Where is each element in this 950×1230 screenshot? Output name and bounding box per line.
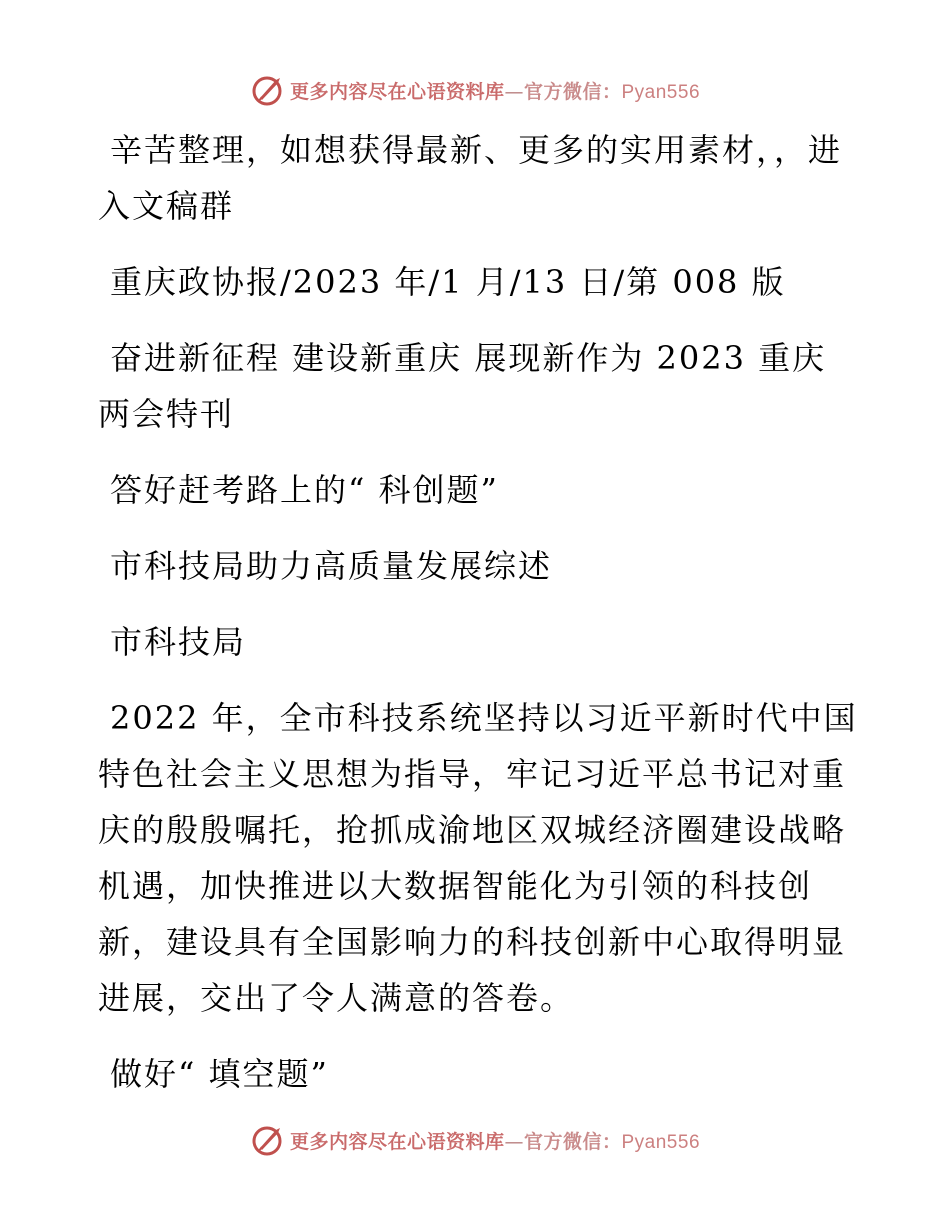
article-subtitle: 市科技局助力高质量发展综述 — [110, 547, 553, 585]
document-body — [98, 122, 858, 1122]
quill-logo-icon — [250, 1122, 286, 1158]
banner-site-text: 更多内容尽在心语资料库 — [289, 80, 505, 103]
banner-wechat-label: 官方微信： — [523, 1130, 622, 1153]
special-issue-title: 奋进新征程 建设新重庆 展现新作为 2023 重庆两会特刊 — [98, 339, 827, 433]
body-paragraph: 2022 年，全市科技系统坚持以习近平新时代中国特色社会主义思想为指导，牢记习近平总书记对重庆的殷殷嘱托，抢抓成渝地区双城经济圈建设战略机遇，加快推进以大数据智能化为引领的科技创新，建设具有全国影响力的科技创新中心取得明显进展，交出了令人满意的答卷。 — [98, 699, 858, 1017]
banner-site-text: 更多内容尽在心语资料库 — [289, 1130, 505, 1153]
source-line: 重庆政协报/2023 年/1 月/13 日/第 008 版 — [110, 263, 786, 301]
article-author: 市科技局 — [110, 623, 247, 661]
footer-banner — [0, 1120, 950, 1160]
header-banner — [0, 70, 950, 110]
banner-wechat-label: 官方微信： — [523, 80, 622, 103]
banner-separator: — — [504, 80, 524, 103]
section-heading: 做好“ 填空题” — [110, 1055, 329, 1093]
quill-logo-icon — [250, 72, 286, 108]
article-title: 答好赶考路上的“ 科创题” — [110, 471, 499, 509]
banner-wechat-id: Pyan556 — [621, 81, 701, 103]
banner-wechat-id: Pyan556 — [621, 1131, 701, 1153]
intro-note: 辛苦整理，如想获得最新、更多的实用素材，，进入文稿群 — [98, 131, 843, 225]
banner-separator: — — [504, 1130, 524, 1153]
